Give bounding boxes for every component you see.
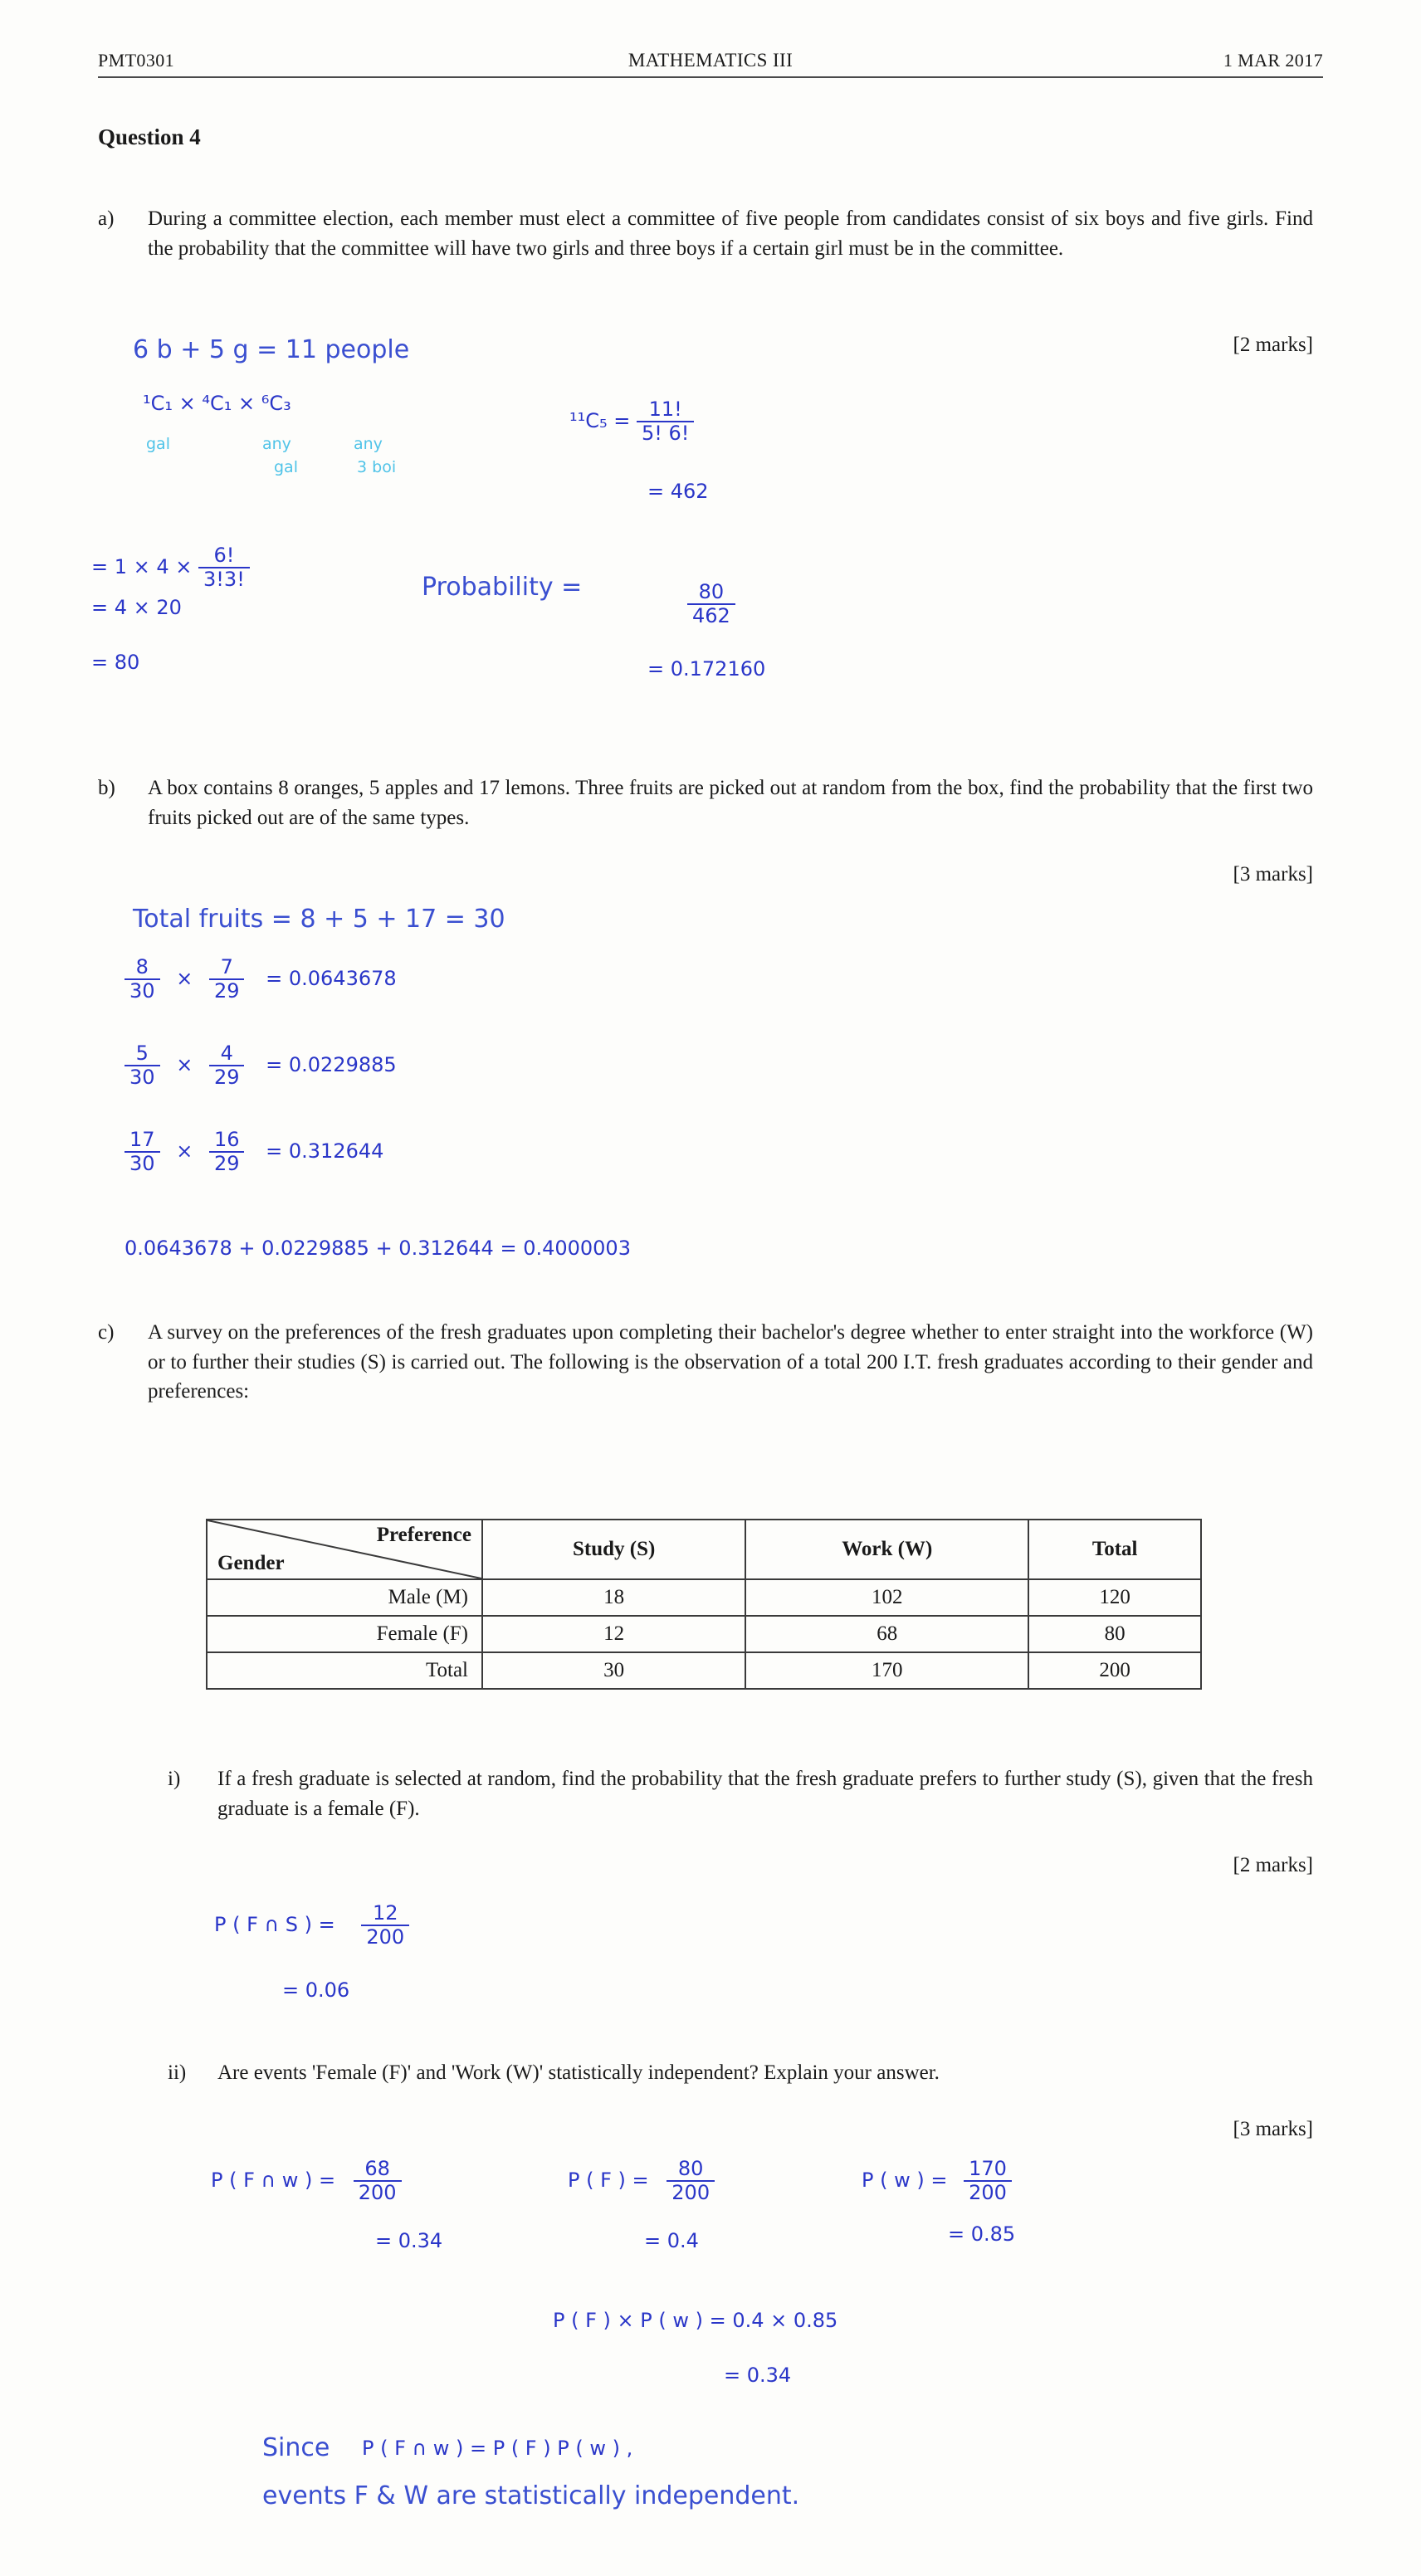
hw-cii-e1-num: 68 <box>364 2157 390 2180</box>
hw-cii-e1-result: = 0.34 <box>375 2229 443 2252</box>
hw-a-ann-anyboy-1: any <box>354 435 383 453</box>
hw-cii-e3-result: = 0.85 <box>948 2222 1016 2246</box>
hw-a-eq2: = 4 × 20 <box>91 596 182 619</box>
hw-cii-expr1 <box>211 2158 402 2204</box>
hw-ci-fraction <box>361 1902 409 1949</box>
hw-b-row3-n2: 16 <box>213 1128 240 1151</box>
preference-table <box>206 1519 1202 1690</box>
hw-b-row-2 <box>125 1042 397 1089</box>
hw-a-ann-girl: gal <box>146 435 170 453</box>
part-c-ii-text: Are events 'Female (F)' and 'Work (W)' statistically independent? Explain your answer. <box>217 2061 940 2084</box>
hw-a-prob-frac <box>687 581 735 627</box>
hw-a-ncr-den: 5! 6! <box>637 421 694 445</box>
hw-b-sum: 0.0643678 + 0.0229885 + 0.312644 = 0.4000003 <box>125 1237 631 1260</box>
hw-cii-e3-den: 200 <box>964 2180 1012 2204</box>
hw-a-ann-anygirl-2: gal <box>274 458 298 476</box>
hw-b-row2-d2: 29 <box>209 1065 245 1089</box>
question-title: Question 4 <box>98 124 201 149</box>
page-header <box>98 38 1323 78</box>
hw-a-line1: 6 b + 5 g = 11 people <box>133 335 410 364</box>
table-col-total: Total <box>1028 1520 1201 1579</box>
hw-a-probability-label: Probability = <box>422 573 583 602</box>
hw-a-probability-value: = 0.172160 <box>647 657 766 681</box>
table-row <box>207 1652 1201 1689</box>
hw-a-ncr-num: 11! <box>648 398 682 421</box>
part-a <box>98 204 1313 263</box>
hw-a-eq1-den: 3!3! <box>198 567 250 591</box>
hw-b-row2-times: × <box>176 1052 193 1076</box>
hw-b-row2-result: = 0.0229885 <box>266 1052 397 1076</box>
hw-cii-e2-result: = 0.4 <box>644 2229 699 2252</box>
hw-cii-product: P ( F ) × P ( w ) = 0.4 × 0.85 <box>553 2309 838 2332</box>
hw-a-eq3: = 80 <box>91 651 140 674</box>
hw-b-row1-frac2 <box>209 956 245 1003</box>
table-corner-gender: Gender <box>217 1552 285 1574</box>
part-c-i-text: If a fresh graduate is selected at random, find the probability that the fresh graduate prefers to further study (S), given that the fresh graduate is a female (F). <box>217 1768 1313 1820</box>
hw-cii-expr2 <box>568 2158 715 2204</box>
hw-cii-e3-label: P ( w ) = <box>862 2168 948 2192</box>
hw-b-row-3 <box>125 1129 383 1175</box>
hw-cii-expr3 <box>862 2158 1012 2204</box>
hw-b-total: Total fruits = 8 + 5 + 17 = 30 <box>133 905 505 934</box>
table-corner-cell <box>207 1520 482 1579</box>
table-cell-male-total: 120 <box>1028 1579 1201 1616</box>
hw-b-row3-result: = 0.312644 <box>266 1139 384 1163</box>
hw-cii-conclusion-lead: Since <box>262 2433 330 2462</box>
hw-cii-e3-num: 170 <box>969 2157 1007 2180</box>
hw-cii-e1-den: 200 <box>354 2180 402 2204</box>
table-row <box>207 1579 1201 1616</box>
hw-a-ncr-fraction <box>637 398 694 445</box>
hw-b-row3-d1: 30 <box>125 1151 160 1175</box>
hw-b-row3-d2: 29 <box>209 1151 245 1175</box>
hw-cii-e1-label: P ( F ∩ w ) = <box>211 2168 336 2192</box>
part-c-label: c) <box>98 1321 115 1344</box>
hw-ci-result: = 0.06 <box>282 1978 350 2002</box>
part-c <box>98 1318 1313 1407</box>
part-c-i-label: i) <box>168 1768 181 1790</box>
part-c-ii-label: ii) <box>168 2061 187 2084</box>
hw-b-row3-frac2 <box>209 1129 245 1175</box>
hw-cii-conclusion-eq: P ( F ∩ w ) = P ( F ) P ( w ) , <box>362 2437 633 2460</box>
hw-cii-conclusion-text: events F & W are statistically independent. <box>262 2481 800 2510</box>
hw-b-row3-frac1 <box>125 1129 160 1175</box>
table-cell-female-work: 68 <box>745 1616 1028 1652</box>
part-b-label: b) <box>98 777 115 799</box>
hw-cii-e1-fraction <box>354 2158 402 2204</box>
part-b <box>98 773 1313 832</box>
hw-a-prob-den: 462 <box>687 603 735 627</box>
hw-a-ann-anygirl-1: any <box>262 435 291 453</box>
hw-b-row3-n1: 17 <box>129 1128 155 1151</box>
hw-ci-expr-label: P ( F ∩ S ) = <box>214 1912 335 1936</box>
part-b-marks: [3 marks] <box>1233 863 1313 886</box>
table-row-label-male: Male (M) <box>207 1579 482 1616</box>
table-cell-total-study: 30 <box>482 1652 745 1689</box>
hw-cii-e2-den: 200 <box>667 2180 715 2204</box>
hw-cii-e2-num: 80 <box>677 2157 704 2180</box>
hw-b-row1-times: × <box>176 966 193 990</box>
hw-b-row2-n2: 4 <box>220 1042 233 1065</box>
part-c-ii <box>168 2058 1313 2088</box>
hw-b-row1-d1: 30 <box>125 978 160 1003</box>
hw-ci-num: 12 <box>372 1901 398 1925</box>
part-c-text: A survey on the preferences of the fresh graduates upon completing their bachelor's degree whether to enter straight into the workforce (W) or to further their studies (S) is carried out. The following is the observation of a total 200 I.T. fresh graduates according to their gender and preferences: <box>148 1321 1313 1403</box>
hw-a-prob-num: 80 <box>698 580 725 603</box>
hw-b-row1-result: = 0.0643678 <box>266 966 397 990</box>
table-col-work: Work (W) <box>745 1520 1028 1579</box>
hw-a-eq1-lead: = 1 × 4 × <box>91 554 193 578</box>
hw-b-row1-n2: 7 <box>220 955 233 978</box>
hw-b-row-1 <box>125 956 397 1003</box>
table-row-label-female: Female (F) <box>207 1616 482 1652</box>
hw-cii-e2-label: P ( F ) = <box>568 2168 649 2192</box>
hw-b-row2-frac2 <box>209 1042 245 1089</box>
table-row-label-total: Total <box>207 1652 482 1689</box>
table-header-row <box>207 1520 1201 1579</box>
hw-ci-den: 200 <box>361 1925 409 1949</box>
preference-table-wrapper <box>206 1519 1202 1690</box>
table-corner-preference: Preference <box>376 1524 471 1546</box>
hw-a-combination: ¹C₁ × ⁴C₁ × ⁶C₃ <box>143 392 291 415</box>
hw-b-row2-n1: 5 <box>135 1042 149 1065</box>
part-a-marks: [2 marks] <box>1233 334 1313 356</box>
hw-cii-product-result: = 0.34 <box>724 2364 792 2387</box>
table-row <box>207 1616 1201 1652</box>
hw-ci-expr <box>214 1902 409 1949</box>
table-cell-female-total: 80 <box>1028 1616 1201 1652</box>
part-c-i <box>168 1764 1313 1823</box>
hw-a-ann-anyboy-2: 3 boi <box>357 458 397 476</box>
part-c-i-marks: [2 marks] <box>1233 1854 1313 1876</box>
part-a-label: a) <box>98 207 115 230</box>
hw-a-eq1-num: 6! <box>213 544 235 567</box>
table-cell-female-study: 12 <box>482 1616 745 1652</box>
hw-b-row3-times: × <box>176 1139 193 1163</box>
table-cell-male-study: 18 <box>482 1579 745 1616</box>
table-cell-total-total: 200 <box>1028 1652 1201 1689</box>
hw-cii-e3-fraction <box>964 2158 1012 2204</box>
hw-cii-e2-fraction <box>667 2158 715 2204</box>
table-cell-male-work: 102 <box>745 1579 1028 1616</box>
header-date: 1 MAR 2017 <box>1223 50 1323 71</box>
hw-a-probability-fraction <box>687 581 735 627</box>
part-b-text: A box contains 8 oranges, 5 apples and 17 lemons. Three fruits are picked out at random from the box, find the probability that the first two fruits picked out are of the same types. <box>148 777 1313 829</box>
table-col-study: Study (S) <box>482 1520 745 1579</box>
hw-a-ncr-value: = 462 <box>647 480 709 503</box>
hw-a-ncr-label: ¹¹C₅ = <box>569 408 631 432</box>
hw-b-row1-d2: 29 <box>209 978 245 1003</box>
table-cell-total-work: 170 <box>745 1652 1028 1689</box>
hw-a-eq1-fraction <box>198 544 250 591</box>
hw-b-row1-frac1 <box>125 956 160 1003</box>
hw-b-row1-n1: 8 <box>135 955 149 978</box>
hw-b-row2-frac1 <box>125 1042 160 1089</box>
header-title: MATHEMATICS III <box>627 50 794 71</box>
hw-a-ncr <box>569 398 694 445</box>
header-code: PMT0301 <box>98 50 175 71</box>
part-a-text: During a committee election, each member must elect a committee of five people from candidates consist of six boys and five girls. Find the probability that the committee will have two girls and three boys if a certain girl must be in the committee. <box>148 207 1313 260</box>
part-c-ii-marks: [3 marks] <box>1233 2118 1313 2140</box>
hw-b-row2-d1: 30 <box>125 1065 160 1089</box>
hw-a-eq1 <box>91 544 250 591</box>
